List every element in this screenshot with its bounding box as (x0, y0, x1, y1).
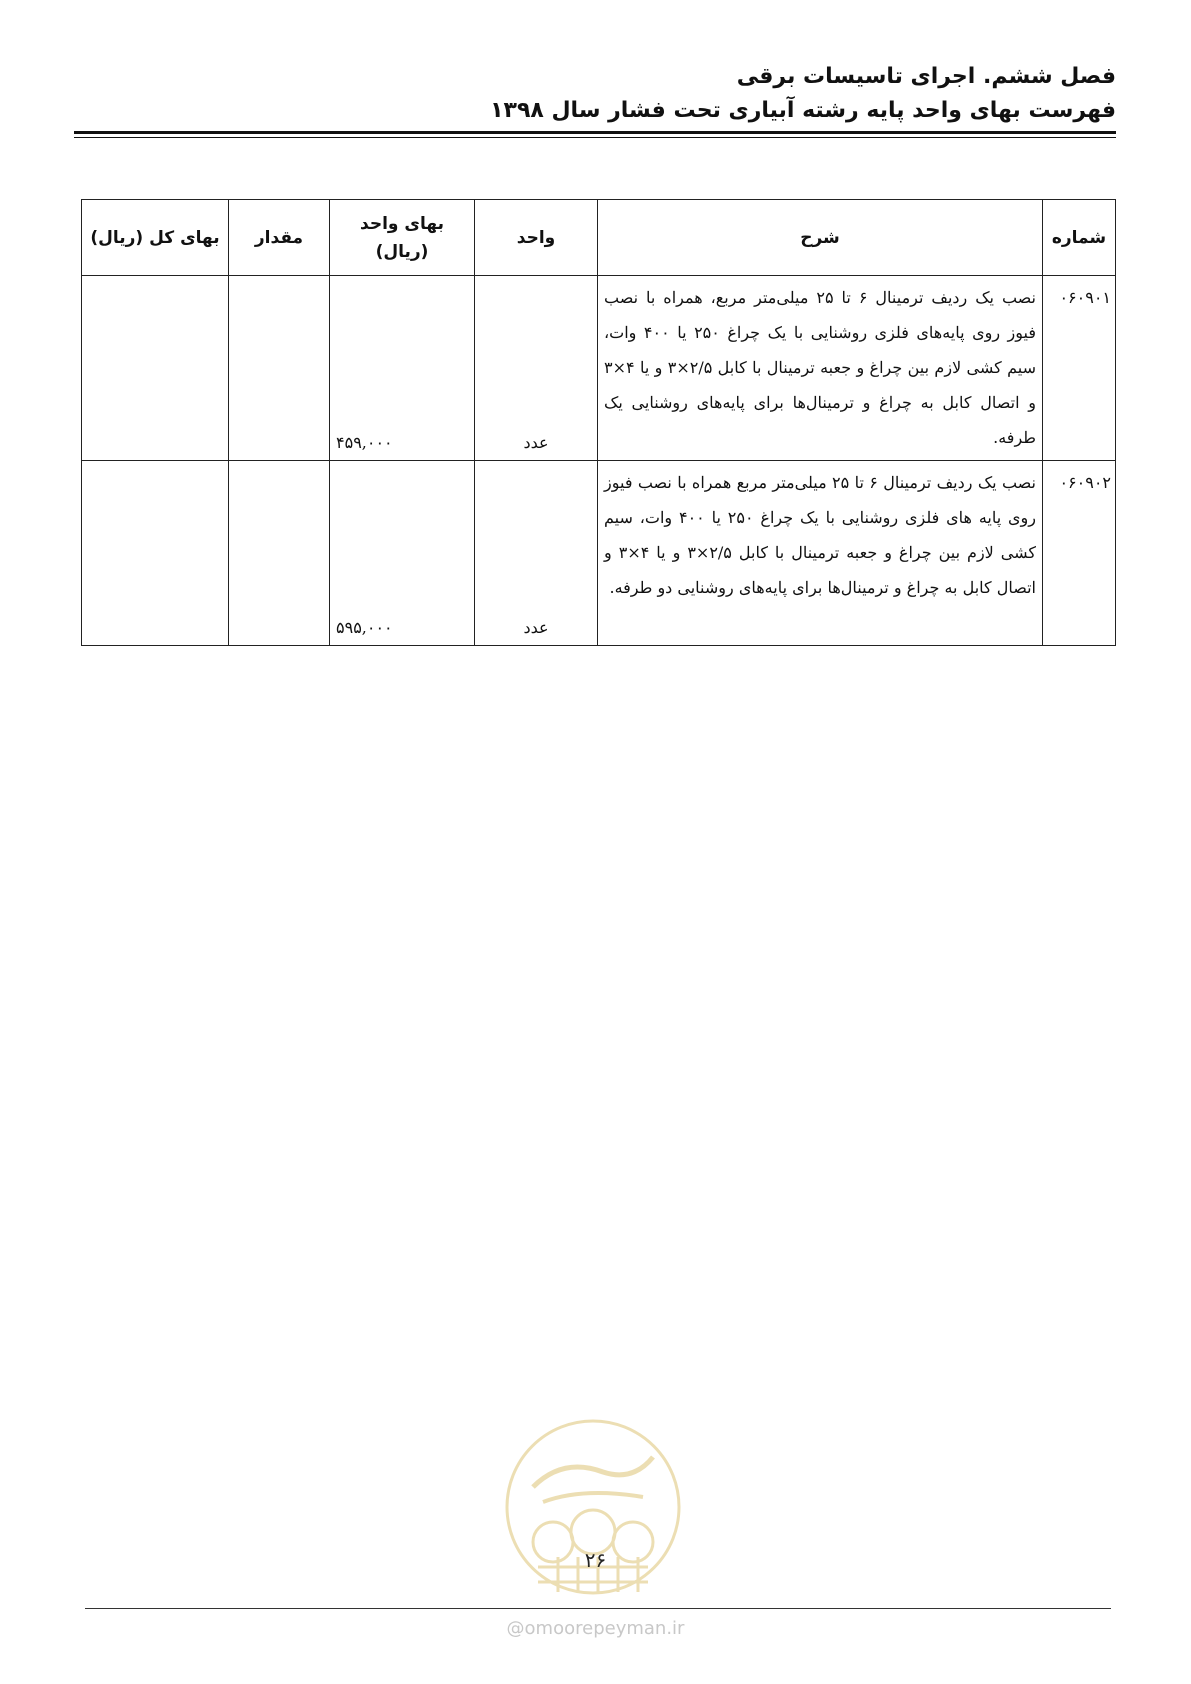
row-unit: عدد (475, 276, 598, 461)
page-number: ۲۶ (584, 1548, 607, 1572)
header-rule-thick (74, 131, 1116, 134)
price-table (81, 199, 1116, 646)
row-number: ۰۶۰۹۰۲ (1043, 461, 1116, 646)
header-description: شرح (598, 200, 1043, 276)
row-quantity (229, 276, 330, 461)
document-title: فهرست بهای واحد پایه رشته آبیاری تحت فشار سال ۱۳۹۸ (490, 98, 1116, 123)
website-watermark: @omoorepeyman.ir (506, 1618, 685, 1639)
page-header (74, 60, 1116, 128)
row-unit-price: ۵۹۵,۰۰۰ (330, 461, 475, 646)
row-description: نصب یک ردیف ترمینال ۶ تا ۲۵ میلی‌متر مربع همراه با نصب فیوز روی پایه های فلزی روشنایی با یک چراغ ۲۵۰ یا ۴۰۰ وات، سیم کشی لازم بین چراغ و جعبه ترمینال با کابل ۲/۵×۳ و یا ۴×۳ و اتصال کابل به چراغ و ترمینال‌ها برای پایه‌های روشنایی دو طرفه. (598, 461, 1043, 646)
row-total-price (82, 276, 229, 461)
row-unit: عدد (475, 461, 598, 646)
footer-rule (85, 1608, 1111, 1609)
row-quantity (229, 461, 330, 646)
header-rule-thin (74, 137, 1116, 138)
header-number: شماره (1043, 200, 1116, 276)
row-number: ۰۶۰۹۰۱ (1043, 276, 1116, 461)
table-row (82, 276, 1116, 461)
header-total-price: بهای کل (ریال) (82, 200, 229, 276)
row-description: نصب یک ردیف ترمینال ۶ تا ۲۵ میلی‌متر مربع، همراه با نصب فیوز روی پایه‌های فلزی روشنایی با یک چراغ ۲۵۰ یا ۴۰۰ وات، سیم کشی لازم بین چراغ و جعبه ترمینال با کابل ۲/۵×۳ و یا ۴×۳ و اتصال کابل به چراغ و ترمینال‌ها برای پایه‌های روشنایی یک طرفه. (598, 276, 1043, 461)
row-unit-price: ۴۵۹,۰۰۰ (330, 276, 475, 461)
table-header-row (82, 200, 1116, 276)
header-unit-price (330, 200, 475, 276)
header-unit-price-currency: (ریال) (375, 241, 429, 262)
header-unit-price-label: بهای واحد (360, 213, 444, 234)
row-total-price (82, 461, 229, 646)
chapter-title: فصل ششم. اجرای تاسیسات برقی (736, 64, 1116, 89)
table-row (82, 461, 1116, 646)
header-unit: واحد (475, 200, 598, 276)
header-quantity: مقدار (229, 200, 330, 276)
